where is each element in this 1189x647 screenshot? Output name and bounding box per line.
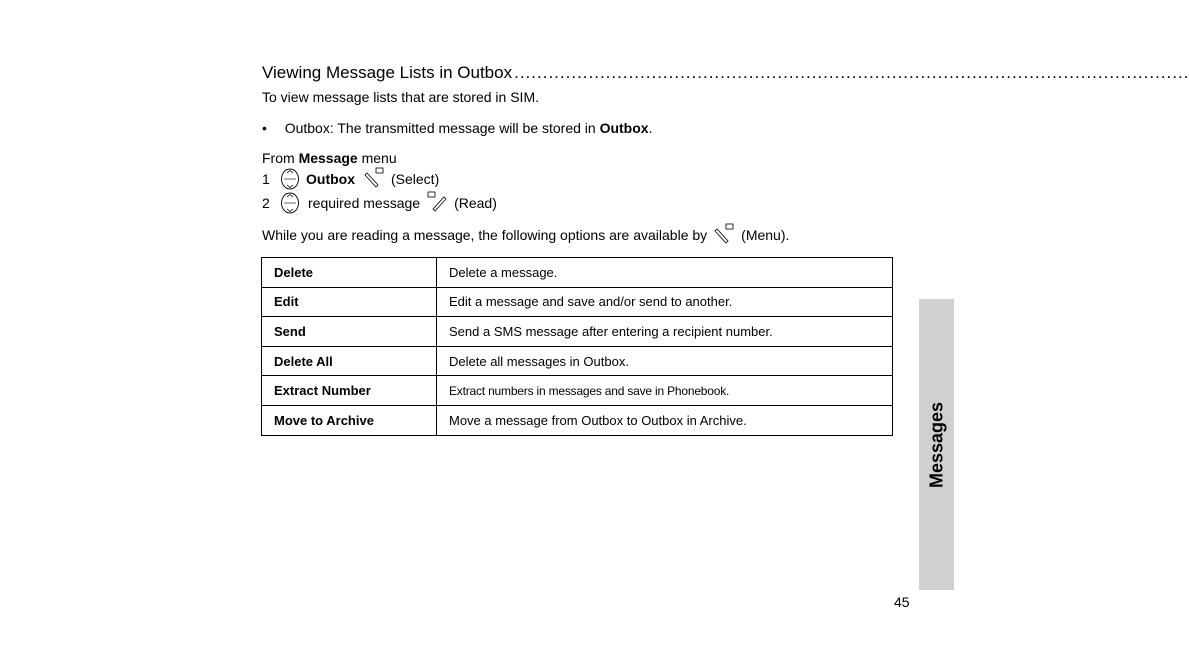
option-description: Send a SMS message after entering a recipient number. bbox=[437, 317, 893, 347]
option-description: Edit a message and save and/or send to another. bbox=[437, 287, 893, 317]
option-description: Delete all messages in Outbox. bbox=[437, 346, 893, 376]
bullet-bold: Outbox bbox=[599, 120, 649, 136]
right-soft-key-icon bbox=[426, 191, 448, 215]
intro-text: To view message lists that are stored in SIM. bbox=[262, 89, 539, 105]
table-row bbox=[262, 346, 893, 376]
step-2 bbox=[262, 190, 497, 216]
table-row bbox=[262, 287, 893, 317]
section-heading bbox=[262, 63, 1189, 85]
table-row bbox=[262, 258, 893, 288]
while-line bbox=[262, 222, 789, 248]
bullet-text: Outbox: The transmitted message will be stored in bbox=[284, 120, 600, 136]
step-target: Outbox bbox=[306, 171, 355, 187]
from-prefix: From bbox=[262, 150, 299, 166]
step-1 bbox=[262, 166, 439, 192]
from-suffix: menu bbox=[357, 150, 397, 166]
left-soft-key-icon bbox=[713, 223, 735, 247]
bullet-marker: • bbox=[262, 120, 267, 136]
options-table bbox=[261, 257, 893, 436]
option-name: Extract Number bbox=[262, 376, 437, 406]
option-description: Move a message from Outbox to Outbox in Archive. bbox=[437, 405, 893, 435]
bullet-suffix: . bbox=[648, 120, 653, 136]
table-row bbox=[262, 376, 893, 406]
from-menu-line bbox=[262, 150, 397, 166]
section-title: Viewing Message Lists in Outbox bbox=[262, 63, 513, 82]
nav-key-icon bbox=[280, 167, 300, 191]
side-tab-label: Messages bbox=[926, 401, 946, 488]
option-description: Delete a message. bbox=[437, 258, 893, 288]
step-action: (Read) bbox=[454, 195, 497, 211]
option-name: Edit bbox=[262, 287, 437, 317]
option-name: Move to Archive bbox=[262, 405, 437, 435]
bullet-item bbox=[262, 120, 652, 136]
leader-dots: ...................................................................................................................... bbox=[514, 63, 1189, 82]
while-text: While you are reading a message, the following options are available by bbox=[262, 227, 708, 243]
step-number: 1 bbox=[262, 171, 270, 187]
nav-key-icon bbox=[280, 191, 300, 215]
step-target: required message bbox=[308, 195, 421, 211]
option-description: Extract numbers in messages and save in Phonebook. bbox=[437, 376, 893, 406]
left-soft-key-icon bbox=[363, 167, 385, 191]
from-bold: Message bbox=[298, 150, 358, 166]
option-name: Delete bbox=[262, 258, 437, 288]
step-action: (Select) bbox=[391, 171, 440, 187]
table-row bbox=[262, 317, 893, 347]
while-suffix: (Menu). bbox=[741, 227, 790, 243]
step-number: 2 bbox=[262, 195, 270, 211]
option-name: Delete All bbox=[262, 346, 437, 376]
page-number: 45 bbox=[894, 594, 910, 610]
table-row bbox=[262, 405, 893, 435]
section-side-tab bbox=[919, 299, 954, 590]
option-name: Send bbox=[262, 317, 437, 347]
